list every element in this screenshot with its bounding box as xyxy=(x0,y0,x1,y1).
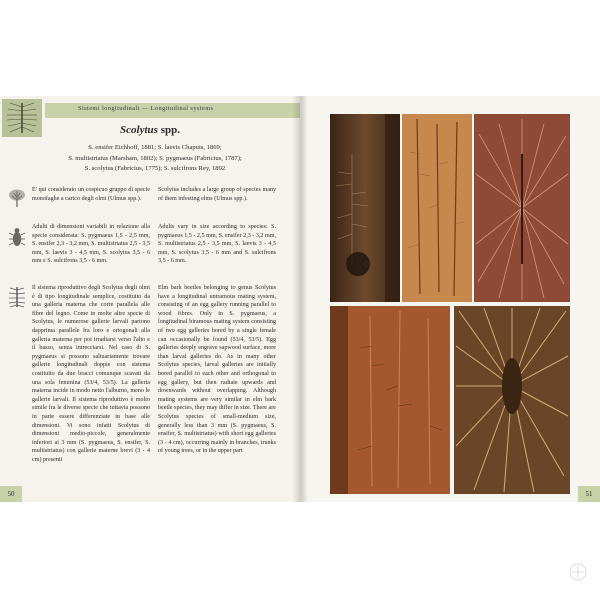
authors-line: S. ensifer Eichhoff, 1881; S. laevis Chapuis, 1869; xyxy=(88,144,222,151)
title-genus: Scolytus xyxy=(120,124,158,136)
beetle-icon xyxy=(8,226,26,246)
tree-icon xyxy=(8,188,26,208)
watermark-icon xyxy=(568,562,588,582)
page-title xyxy=(0,124,300,136)
photo-radiating-galleries xyxy=(474,114,570,302)
species-authors xyxy=(40,143,270,175)
photo-bark-galleries-2 xyxy=(402,114,472,302)
running-header xyxy=(0,99,300,119)
adults-text-en: Adults vary in size according to species: S. pygmaeus 1,5 - 2,5 mm, S. ensifer 2,3 - 3,2 mm, S. multistriatus 2,5 - 3,5 mm, S. laevis 3 - 4,5 mm, S. scolytus 3,5 - 6 mm and S. sulcifrons 3,5 - 6 mm. xyxy=(158,224,276,265)
system-text-en: Elm bark beetles belonging to genus Scolytus have a longitudinal uniramous mating system, consisting of an egg gallery running parallel to wood fibres. Only in S. pygmaeus, a longitudinal biramous mating system consisting of two egg galleries bored by a single female can occasionally be found (53/4, 53/5). Egg galleries deeply engrave sapwood surface, more than larval galleries do. As in many other Scolytus species, larval galleries are initially bored parallel to each other and orthogonal to egg gallery, but then radiate upwards and downwards without overlapping. Although mating systems are very similar in elm bark beetle species, they may differ in size. There are Scolytus species of small-medium size, generally less than 3 mm (S. pygmaeus, S. ensifer, S. multistriatus) with short egg galleries (3 - 4 cm), occurring mainly in branches, trunks of young trees, or in the upper part xyxy=(158,285,276,455)
system-text-it: Il sistema riproduttivo degli Scolytus degli olmi è di tipo longitudinale semplice, costituito da una galleria materna che corre parallela alle fibre del legno. Come in molte altre specie di Scolytus, le numerose gallerie larvali partono dapprima parallele fra loro e ortogonali alla galleria materna per poi irradiarsi verso l'alto e il basso, senza intrecciarsi. Nel caso di S. pygmaeus si possono saltuariamente trovare gallerie longitudinali doppie con sistema costituito da due bracci comunque scavati da una sola femmina (53/4, 53/5). La galleria materna incide in modo netto l'alburno, meno le gallerie larvali. Il sistema riproduttivo è molto simile fra le diverse specie che tuttavia possono in parte essere differenziate in base alle dimensioni. Vi sono infatti Scolytus di dimensioni medio-piccole, generalmente inferiori ai 3 mm (S. pygmaeus, S. ensifer, S. multistriatus) con gallerie materne brevi (3 - 4 cm) presenti xyxy=(32,285,150,463)
page-number-right: 51 xyxy=(578,486,600,502)
book-gutter xyxy=(292,96,308,502)
header-text: Sistemi longitudinali — Longitudinal systems xyxy=(78,105,214,112)
gallery-system-icon xyxy=(8,286,26,306)
left-page xyxy=(0,96,300,502)
authors-line: S. multistriatus (Marsham, 1802); S. pygmaeus (Fabricius, 1787); xyxy=(68,154,242,162)
book-spread xyxy=(0,96,600,502)
photo-bark-galleries-1 xyxy=(330,114,400,302)
hosts-text-it: E' qui considerato un cospicuo gruppo di specie monofaghe a carico degli olmi (Ulmus spp.). xyxy=(32,187,150,202)
authors-line: S. scolytus (Fabricius, 1775); S. sulcifrons Rey, 1892 xyxy=(84,165,226,172)
photo-star-galleries xyxy=(454,306,570,494)
title-suffix: spp. xyxy=(160,124,180,136)
page-number-left: 50 xyxy=(0,486,22,502)
adults-text-it: Adulti di dimensioni variabili in relazione alla specie considerata: S. pygmaeus 1,5 - 2,5 mm, S. ensifer 2,3 - 3,2 mm, S. multistriatus 2,5 - 3,5 mm, S. laevis 3 - 4,5 mm, S. scolytus 3,5 - 6 mm e S. sulcifrons 3,5 - 6 mm. xyxy=(32,224,150,265)
hosts-text-en: Scolytus includes a large group of species many of them infesting elms (Ulmus spp.). xyxy=(158,187,276,202)
photo-trunk-galleries xyxy=(330,306,450,494)
